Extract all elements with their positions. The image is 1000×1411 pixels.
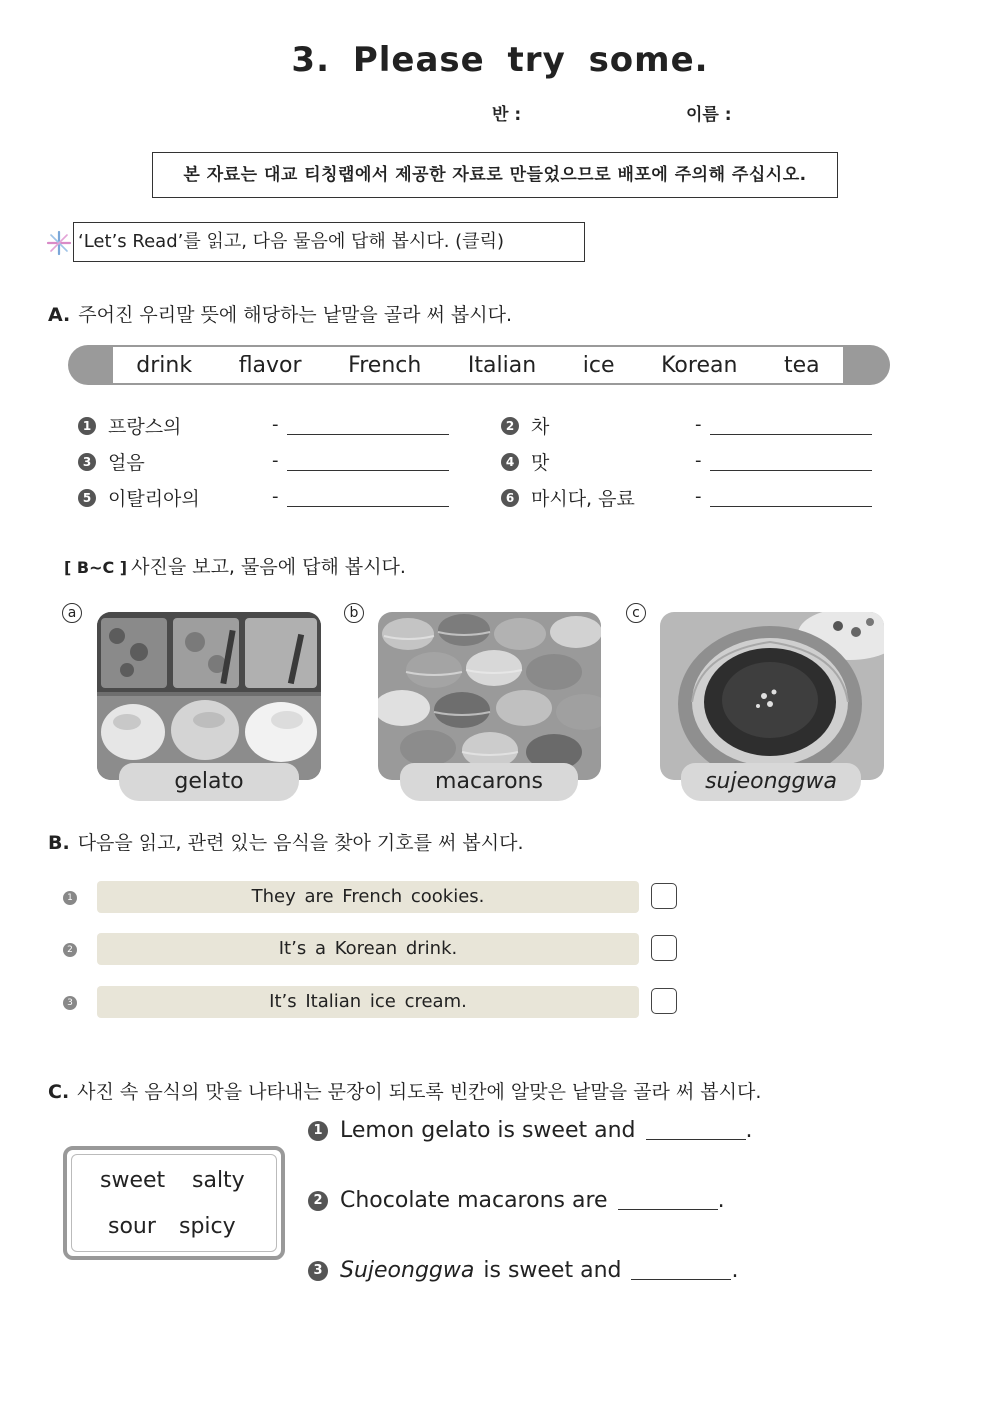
vocab-item xyxy=(78,484,200,511)
section-c-prompt: 사진 속 음식의 맛을 나타내는 문장이 되도록 빈칸에 알맞은 낱말을 골라 써 봅시다. xyxy=(77,1081,762,1103)
star-icon xyxy=(46,230,72,256)
answer-blank[interactable] xyxy=(287,505,449,507)
vocab-item xyxy=(501,484,635,511)
section-c-label: C. xyxy=(48,1081,70,1103)
photo-letter-a: a xyxy=(62,603,82,623)
class-label: 반 : xyxy=(492,105,522,125)
dash: - xyxy=(695,414,702,435)
answer-blank[interactable] xyxy=(287,469,449,471)
item-number: 2 xyxy=(63,943,77,957)
fill-in-sentence xyxy=(308,1258,738,1283)
answer-blank[interactable] xyxy=(287,433,449,435)
option-word: sour xyxy=(108,1214,156,1239)
answer-blank[interactable] xyxy=(646,1121,746,1140)
vocab-meaning: 얼음 xyxy=(108,452,145,474)
vocab-item xyxy=(501,448,549,475)
word-bank-item: Italian xyxy=(467,352,537,378)
photo-letter-b: b xyxy=(344,603,364,623)
answer-checkbox[interactable] xyxy=(651,935,677,961)
item-number: 3 xyxy=(63,996,77,1010)
instruction-box[interactable]: ‘Let’s Read’를 읽고, 다음 물음에 답해 봅시다. (클릭) xyxy=(73,222,585,262)
gelato-caption: gelato xyxy=(119,763,299,801)
section-c-heading xyxy=(48,1077,761,1104)
page-title: 3. Please try some. xyxy=(291,40,709,80)
word-bank-item: ice xyxy=(582,352,615,378)
answer-blank[interactable] xyxy=(710,469,872,471)
macarons-photo xyxy=(378,612,601,780)
copyright-notice: 본 자료는 대교 티칭랩에서 제공한 자료로 만들었으므로 배포에 주의해 주십시오. xyxy=(152,152,838,198)
section-a-heading xyxy=(48,300,512,327)
gelato-photo xyxy=(97,612,321,780)
sentence-end: . xyxy=(717,1188,725,1213)
option-box xyxy=(63,1146,285,1260)
section-a-prompt: 주어진 우리말 뜻에 해당하는 낱말을 골라 써 봅시다. xyxy=(78,304,513,326)
answer-checkbox[interactable] xyxy=(651,988,677,1014)
fill-in-sentence xyxy=(308,1188,725,1213)
sentence-text: Chocolate macarons are xyxy=(340,1188,608,1213)
section-b-label: B. xyxy=(48,832,70,854)
dash: - xyxy=(695,450,702,471)
vocab-item xyxy=(78,412,181,439)
vocab-item xyxy=(78,448,145,475)
fill-in-sentence xyxy=(308,1118,753,1143)
sentence-bar: It’s a Korean drink. xyxy=(97,933,639,965)
item-number: 1 xyxy=(78,417,96,435)
word-bank-item: French xyxy=(348,352,422,378)
vocab-meaning: 이탈리아의 xyxy=(108,488,200,510)
option-word: salty xyxy=(192,1168,245,1193)
sentence-bar: They are French cookies. xyxy=(97,881,639,913)
sentence-italic: Sujeonggwa xyxy=(340,1258,475,1283)
option-word: sweet xyxy=(100,1168,166,1193)
photo-letter-c: c xyxy=(626,603,646,623)
vocab-meaning: 프랑스의 xyxy=(108,416,182,438)
sujeonggwa-caption: sujeonggwa xyxy=(681,763,861,801)
item-number: 3 xyxy=(308,1261,328,1281)
section-b-prompt: 다음을 읽고, 관련 있는 음식을 찾아 기호를 써 봅시다. xyxy=(77,832,524,854)
option-word: spicy xyxy=(179,1214,236,1239)
word-bank-item: Korean xyxy=(661,352,738,378)
sentence-bar: It’s Italian ice cream. xyxy=(97,986,639,1018)
word-bank xyxy=(113,347,843,383)
section-bc-heading xyxy=(64,552,406,579)
item-number: 2 xyxy=(501,417,519,435)
answer-blank[interactable] xyxy=(710,433,872,435)
vocab-meaning: 맛 xyxy=(531,452,550,474)
vocab-meaning: 차 xyxy=(531,416,550,438)
answer-blank[interactable] xyxy=(710,505,872,507)
item-number: 2 xyxy=(308,1191,328,1211)
answer-blank[interactable] xyxy=(631,1261,731,1280)
sentence-end: . xyxy=(745,1118,753,1143)
section-a-label: A. xyxy=(48,304,71,326)
vocab-meaning: 마시다, 음료 xyxy=(531,488,635,510)
sentence-text: Lemon gelato is sweet and xyxy=(340,1118,636,1143)
word-bank-item: tea xyxy=(784,352,820,378)
sentence-text: is sweet and xyxy=(483,1258,622,1283)
dash: - xyxy=(695,486,702,507)
item-number: 3 xyxy=(78,453,96,471)
item-number: 4 xyxy=(501,453,519,471)
answer-checkbox[interactable] xyxy=(651,883,677,909)
word-bank-item: flavor xyxy=(238,352,302,378)
section-b-heading xyxy=(48,828,524,855)
word-bank-item: drink xyxy=(136,352,193,378)
macarons-caption: macarons xyxy=(400,763,578,801)
section-bc-prompt: 사진을 보고, 물음에 답해 봅시다. xyxy=(131,556,406,578)
section-bc-label: [ B~C ] xyxy=(64,558,128,577)
name-label: 이름 : xyxy=(686,105,732,125)
dash: - xyxy=(272,450,279,471)
dash: - xyxy=(272,486,279,507)
vocab-item xyxy=(501,412,549,439)
sentence-end: . xyxy=(731,1258,739,1283)
item-number: 5 xyxy=(78,489,96,507)
dash: - xyxy=(272,414,279,435)
item-number: 6 xyxy=(501,489,519,507)
answer-blank[interactable] xyxy=(618,1191,718,1210)
item-number: 1 xyxy=(63,891,77,905)
item-number: 1 xyxy=(308,1121,328,1141)
sujeonggwa-photo xyxy=(660,612,884,780)
